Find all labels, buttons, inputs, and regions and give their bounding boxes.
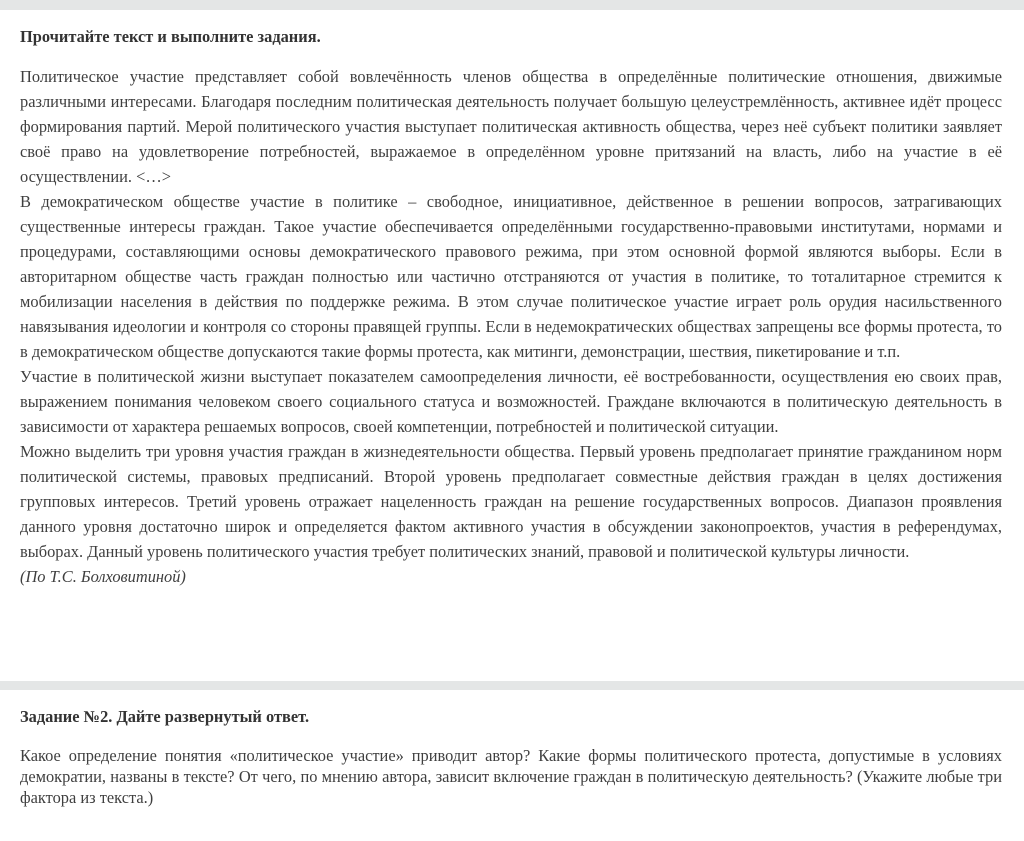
reading-section (20, 27, 1002, 589)
task-question: Какое определение понятия «политическое участие» приводит автор? Какие формы политического протеста, допустимые в условиях демократии, названы в тексте? От чего, по мнению автора, зависит включение граждан в политическую деятельность? (Укажите любые три фактора из текста.) (20, 746, 1002, 807)
reading-paragraph: Можно выделить три уровня участия граждан в жизнедеятельности общества. Первый уровень предполагает принятие гражданином норм политической системы, правовых предписаний. Второй уровень предполагает совместные действия граждан в целях достижения групповых интересов. Третий уровень отражает нацеленность граждан на решение государственных вопросов. Диапазон проявления данного уровня достаточно широк и определяется фактом активного участия в обсуждении законопроектов, участия в референдумах, выборах. Данный уровень политического участия требует политических знаний, правовой и политической культуры личности. (20, 442, 1002, 561)
task-heading: Задание №2. Дайте развернутый ответ. (20, 707, 310, 726)
top-divider-band (0, 0, 1024, 10)
reading-paragraph: В демократическом обществе участие в политике – свободное, инициативное, действенное в решении вопросов, затрагивающих существенные интересы граждан. Такое участие обеспечивается определёнными государственно-правовыми институтами, нормами и процедурами, составляющими основы демократического правового режима, при этом основной формой являются выборы. Если в авторитарном обществе часть граждан полностью или частично отстраняются от участия в политике, то тоталитарное стремится к мобилизации населения в действия по поддержке режима. В этом случае политическое участие играет роль орудия насильственного навязывания идеологии и контроля со стороны правящей группы. Если в недемократических обществах запрещены все формы протеста, то в демократическом обществе допускаются такие формы протеста, как митинги, демонстрации, шествия, пикетирование и т.п. (20, 192, 1002, 361)
reading-paragraph: Участие в политической жизни выступает показателем самоопределения личности, её востребованности, осуществления ею своих прав, выражением понимания человеком своего социального статуса и возможностей. Граждане включаются в политическую деятельность в зависимости от характера решаемых вопросов, своей компетенции, потребностей и политической ситуации. (20, 367, 1002, 436)
reading-paragraph: Политическое участие представляет собой вовлечённость членов общества в определённые политические отношения, движимые различными интересами. Благодаря последним политическая деятельность получает большую целеустремлённость, активнее идёт процесс формирования партий. Мерой политического участия выступает политическая активность общества, через неё субъект политики заявляет своё право на удовлетворение потребностей, выражаемое в определённом уровне притязаний на власть, либо на участие в её осуществлении. <…> (20, 67, 1002, 186)
section-divider-band (0, 681, 1024, 690)
task-section (20, 707, 1002, 808)
reading-heading: Прочитайте текст и выполните задания. (20, 27, 321, 46)
reading-source: (По Т.С. Болховитиной) (20, 567, 186, 586)
reading-text (20, 64, 1002, 589)
